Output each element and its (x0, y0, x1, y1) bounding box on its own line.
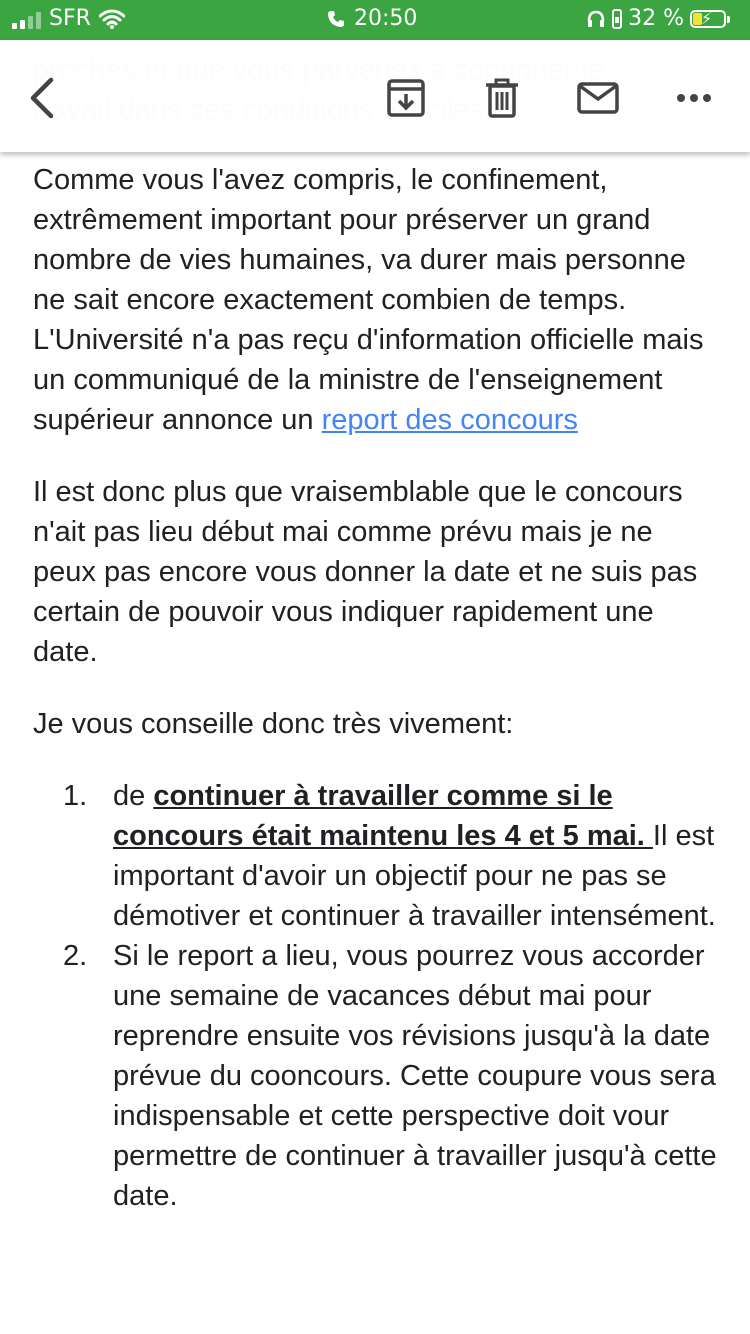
signal-icon (12, 11, 41, 29)
battery-percent: 32 % (628, 6, 684, 31)
wifi-icon (99, 9, 125, 29)
archive-button[interactable] (378, 70, 434, 126)
back-button[interactable] (14, 70, 70, 126)
clock: 20:50 (354, 6, 418, 31)
back-icon (27, 76, 57, 120)
list-item-prefix: de (113, 780, 154, 812)
more-options-button[interactable] (666, 70, 722, 126)
status-center (326, 6, 417, 31)
battery-charging-icon: ⚡ (690, 10, 726, 28)
paragraph-confinement (33, 160, 723, 440)
paragraph-confinement-text: Comme vous l'avez compris, le confinement, extrêmement important pour préserver un grand nombre de vies humaines, va durer mais personne ne sait encore exactement combien de temps. L'Université n'a pas reçu d'information officielle mais un communiqué de la ministre de l'enseignement supérieur annonce un (33, 164, 704, 436)
orientation-lock-icon (612, 9, 622, 29)
status-left (12, 6, 125, 31)
advice-list (33, 776, 723, 1216)
list-number: 2. (63, 940, 88, 972)
carrier-label: SFR (49, 6, 91, 31)
mail-toolbar (0, 40, 750, 152)
list-item-text: Il est important d'avoir un objectif pour ne pas se démotiver et continuer à travailler intensément. (113, 820, 716, 932)
paragraph-advice-intro: Je vous conseille donc très vivement: (33, 708, 514, 740)
mark-unread-button[interactable] (570, 70, 626, 126)
trash-icon (485, 78, 519, 118)
more-icon (676, 93, 712, 103)
delete-button[interactable] (474, 70, 530, 126)
phone-call-icon (326, 9, 346, 29)
paragraph-date: Il est donc plus que vraisemblable que le concours n'ait pas lieu début mai comme prévu mais je ne peux pas encore vous donner la date et ne suis pas certain de pouvoir vous indiquer rapidement une date. (33, 476, 698, 668)
list-item-text: Si le report a lieu, vous pourrez vous accorder une semaine de vacances début mai pour reprendre ensuite vos révisions jusqu'à la date prévue du cooncours. Cette coupure vous sera indispensable et cette perspective doit vour permettre de continuer à travailler jusqu'à cette date. (113, 940, 717, 1212)
status-bar (0, 0, 750, 40)
list-number: 1. (63, 780, 88, 812)
list-item-emphasis: continuer à travailler comme si le concours était maintenu les 4 et 5 mai. (113, 780, 653, 852)
status-right (586, 6, 726, 31)
headphones-icon (586, 9, 606, 29)
mail-icon (577, 82, 619, 114)
list-item (33, 936, 723, 1216)
archive-icon (387, 79, 425, 117)
list-item (33, 776, 723, 936)
report-concours-link[interactable]: report des concours (321, 404, 578, 436)
email-body (33, 160, 723, 1216)
